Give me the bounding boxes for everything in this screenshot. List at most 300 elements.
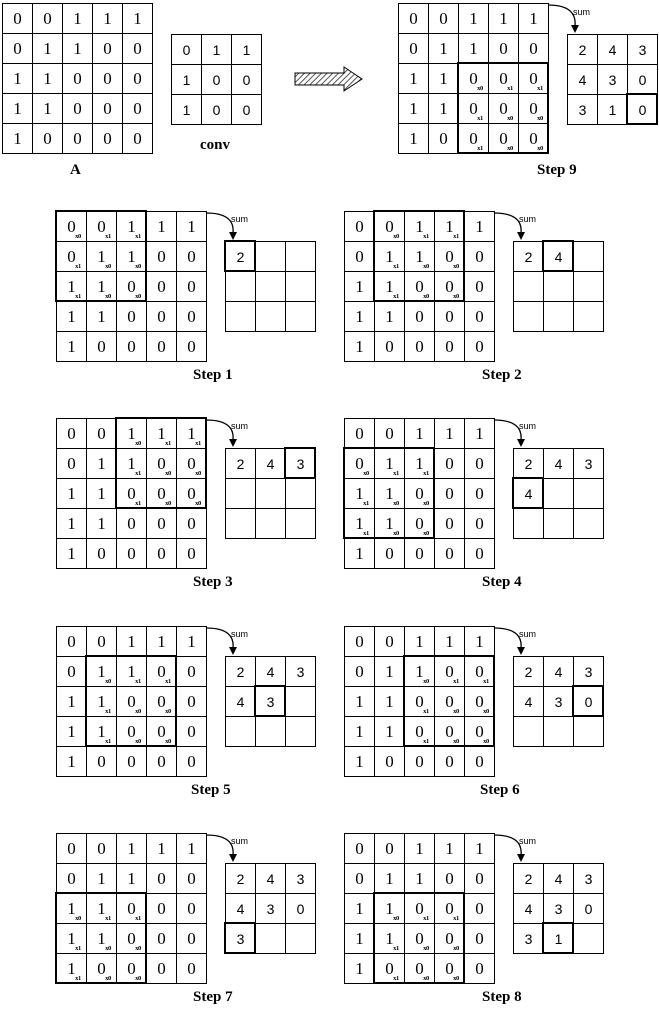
matrix-cell bbox=[465, 212, 495, 242]
cell-value: 0 bbox=[187, 277, 196, 296]
matrix-cell bbox=[435, 332, 465, 362]
kernel-weight-tag: x0 bbox=[453, 293, 459, 300]
matrix-cell bbox=[87, 894, 117, 924]
cell-value: 1 bbox=[127, 217, 136, 236]
kernel-cell bbox=[232, 95, 262, 125]
cell-value: 1 bbox=[385, 454, 394, 473]
cell-value: 1 bbox=[409, 69, 418, 88]
cell-value: 0 bbox=[103, 129, 112, 148]
cell-value: 1 bbox=[445, 424, 454, 443]
result-cell bbox=[286, 864, 316, 894]
matrix-cell bbox=[465, 687, 495, 717]
kernel-weight-tag: x1 bbox=[105, 233, 111, 240]
cell-value: 1 bbox=[415, 662, 424, 681]
cell-value: 0 bbox=[385, 424, 394, 443]
matrix-cell bbox=[87, 747, 117, 777]
matrix-cell bbox=[87, 242, 117, 272]
matrix-cell bbox=[177, 747, 207, 777]
cell-value: 1 bbox=[43, 69, 52, 88]
matrix-cell bbox=[63, 64, 93, 94]
cell-value: 0 bbox=[385, 544, 394, 563]
matrix-cell bbox=[375, 894, 405, 924]
cell-value: 1 bbox=[475, 424, 484, 443]
result-value: 2 bbox=[524, 663, 533, 680]
step-label: Step 6 bbox=[480, 782, 520, 798]
matrix-cell bbox=[375, 212, 405, 242]
step-label: Step 5 bbox=[191, 782, 231, 798]
kernel-weight-tag: x1 bbox=[393, 975, 399, 982]
cell-value: 0 bbox=[355, 247, 364, 266]
kernel-weight-tag: x1 bbox=[75, 945, 81, 952]
result-cell bbox=[574, 479, 604, 509]
matrix-cell bbox=[375, 657, 405, 687]
matrix-cell bbox=[405, 864, 435, 894]
matrix-cell bbox=[177, 834, 207, 864]
kernel-weight-tag: x0 bbox=[195, 470, 201, 477]
matrix-cell bbox=[117, 509, 147, 539]
matrix-cell bbox=[435, 627, 465, 657]
cell-value: 1 bbox=[355, 544, 364, 563]
kernel-weight-tag: x0 bbox=[423, 293, 429, 300]
matrix-cell bbox=[345, 687, 375, 717]
cell-value: 0 bbox=[127, 307, 136, 326]
result-value: 4 bbox=[236, 900, 245, 917]
cell-value: 0 bbox=[97, 752, 106, 771]
result-value: 4 bbox=[266, 455, 275, 472]
matrix-cell bbox=[435, 272, 465, 302]
cell-value: 0 bbox=[67, 454, 76, 473]
matrix-cell bbox=[405, 924, 435, 954]
cell-value: 0 bbox=[67, 247, 76, 266]
matrix-cell bbox=[375, 509, 405, 539]
matrix-cell bbox=[147, 539, 177, 569]
matrix-cell bbox=[117, 627, 147, 657]
matrix-cell bbox=[117, 747, 147, 777]
cell-value: 0 bbox=[475, 484, 484, 503]
cell-value: 1 bbox=[385, 722, 394, 741]
cell-value: 0 bbox=[475, 544, 484, 563]
matrix-cell bbox=[147, 332, 177, 362]
step-input-matrix bbox=[344, 211, 495, 362]
matrix-cell bbox=[177, 539, 207, 569]
result-cell bbox=[514, 924, 544, 954]
matrix-cell bbox=[123, 4, 153, 34]
matrix-cell bbox=[345, 242, 375, 272]
kernel-weight-tag: x0 bbox=[135, 440, 141, 447]
cell-value: 0 bbox=[67, 217, 76, 236]
matrix-cell bbox=[147, 627, 177, 657]
matrix-cell bbox=[57, 302, 87, 332]
matrix-cell bbox=[177, 449, 207, 479]
cell-value: 1 bbox=[469, 39, 478, 58]
cell-value: 0 bbox=[97, 217, 106, 236]
matrix-cell bbox=[57, 864, 87, 894]
cell-value: 1 bbox=[67, 277, 76, 296]
matrix-cell bbox=[57, 747, 87, 777]
result-cell bbox=[574, 272, 604, 302]
result-cell bbox=[226, 302, 256, 332]
result-cell bbox=[256, 509, 286, 539]
cell-value: 1 bbox=[355, 929, 364, 948]
result-cell bbox=[568, 35, 598, 65]
cell-value: 0 bbox=[475, 277, 484, 296]
kernel-weight-tag: x1 bbox=[393, 945, 399, 952]
cell-value: 0 bbox=[133, 39, 142, 58]
cell-value: 1 bbox=[415, 839, 424, 858]
cell-value: 1 bbox=[355, 337, 364, 356]
matrix-cell bbox=[147, 954, 177, 984]
result-matrix bbox=[513, 448, 604, 539]
kernel-weight-tag: x1 bbox=[423, 233, 429, 240]
cell-value: 0 bbox=[187, 307, 196, 326]
matrix-cell bbox=[33, 124, 63, 154]
cell-value: 0 bbox=[127, 514, 136, 533]
cell-value: 0 bbox=[445, 722, 454, 741]
matrix-cell bbox=[345, 419, 375, 449]
cell-value: 0 bbox=[157, 722, 166, 741]
cell-value: 0 bbox=[157, 247, 166, 266]
step-input-matrix bbox=[398, 3, 549, 154]
cell-value: 1 bbox=[355, 514, 364, 533]
matrix-cell bbox=[87, 272, 117, 302]
step-label: Step 4 bbox=[482, 574, 522, 590]
result-cell bbox=[568, 95, 598, 125]
cell-value: 0 bbox=[415, 929, 424, 948]
kernel-weight-tag: x0 bbox=[483, 738, 489, 745]
result-matrix bbox=[225, 863, 316, 954]
matrix-cell bbox=[117, 657, 147, 687]
cell-value: 0 bbox=[445, 454, 454, 473]
sum-arrow-icon bbox=[0, 0, 1, 1]
result-cell bbox=[226, 864, 256, 894]
result-cell bbox=[256, 924, 286, 954]
result-value: 4 bbox=[554, 455, 563, 472]
step-label: Step 1 bbox=[193, 367, 233, 383]
cell-value: 0 bbox=[187, 869, 196, 888]
matrix-cell bbox=[93, 124, 123, 154]
matrix-cell bbox=[405, 954, 435, 984]
cell-value: 1 bbox=[67, 929, 76, 948]
result-value: 4 bbox=[266, 663, 275, 680]
kernel-weight-tag: x0 bbox=[453, 738, 459, 745]
cell-value: 0 bbox=[67, 869, 76, 888]
matrix-cell bbox=[435, 302, 465, 332]
sum-label: sum bbox=[231, 836, 249, 846]
result-cell bbox=[256, 242, 286, 272]
matrix-cell bbox=[87, 332, 117, 362]
result-cell bbox=[256, 717, 286, 747]
result-value: 3 bbox=[236, 930, 245, 947]
matrix-cell bbox=[429, 124, 459, 154]
result-cell bbox=[286, 272, 316, 302]
cell-value: 1 bbox=[385, 662, 394, 681]
cell-value: 0 bbox=[445, 752, 454, 771]
result-matrix bbox=[567, 34, 658, 125]
result-cell bbox=[544, 894, 574, 924]
matrix-cell bbox=[405, 627, 435, 657]
result-cell bbox=[286, 509, 316, 539]
result-cell bbox=[286, 479, 316, 509]
step-label: Step 2 bbox=[482, 367, 522, 383]
matrix-cell bbox=[405, 894, 435, 924]
cell-value: 1 bbox=[127, 662, 136, 681]
matrix-cell bbox=[93, 64, 123, 94]
matrix-cell bbox=[87, 717, 117, 747]
cell-value: 1 bbox=[385, 514, 394, 533]
cell-value: 0 bbox=[127, 692, 136, 711]
matrix-cell bbox=[117, 272, 147, 302]
matrix-cell bbox=[465, 419, 495, 449]
kernel-weight-tag: x0 bbox=[453, 945, 459, 952]
cell-value: 0 bbox=[415, 692, 424, 711]
matrix-cell bbox=[147, 419, 177, 449]
matrix-cell bbox=[345, 302, 375, 332]
matrix-cell bbox=[57, 242, 87, 272]
matrix-cell bbox=[87, 419, 117, 449]
result-value: 2 bbox=[524, 870, 533, 887]
cell-value: 0 bbox=[43, 9, 52, 28]
cell-value: 1 bbox=[415, 247, 424, 266]
step-input-matrix bbox=[56, 211, 207, 362]
matrix-cell bbox=[177, 924, 207, 954]
cell-value: 0 bbox=[187, 899, 196, 918]
kernel-weight-tag: x0 bbox=[537, 145, 543, 152]
cell-value: 0 bbox=[499, 99, 508, 118]
matrix-cell bbox=[405, 419, 435, 449]
result-value: 0 bbox=[296, 900, 305, 917]
matrix-cell bbox=[405, 539, 435, 569]
result-cell bbox=[256, 687, 286, 717]
matrix-cell bbox=[147, 924, 177, 954]
cell-value: 0 bbox=[133, 129, 142, 148]
cell-value: 0 bbox=[445, 662, 454, 681]
cell-value: 0 bbox=[355, 662, 364, 681]
cell-value: 0 bbox=[13, 9, 22, 28]
matrix-cell bbox=[147, 242, 177, 272]
cell-value: 1 bbox=[409, 99, 418, 118]
matrix-cell bbox=[405, 747, 435, 777]
matrix-cell bbox=[465, 302, 495, 332]
cell-value: 0 bbox=[415, 337, 424, 356]
cell-value: 0 bbox=[529, 129, 538, 148]
result-cell bbox=[574, 924, 604, 954]
matrix-cell bbox=[345, 717, 375, 747]
result-cell bbox=[544, 479, 574, 509]
cell-value: 0 bbox=[187, 722, 196, 741]
matrix-cell bbox=[87, 954, 117, 984]
kernel-weight-tag: x1 bbox=[477, 145, 483, 152]
kernel-value: 1 bbox=[182, 71, 191, 88]
cell-value: 0 bbox=[475, 514, 484, 533]
kernel-weight-tag: x1 bbox=[165, 678, 171, 685]
kernel-weight-tag: x0 bbox=[483, 708, 489, 715]
cell-value: 0 bbox=[187, 247, 196, 266]
result-cell bbox=[286, 894, 316, 924]
cell-value: 0 bbox=[157, 544, 166, 563]
cell-value: 0 bbox=[475, 247, 484, 266]
matrix-cell bbox=[117, 539, 147, 569]
matrix-cell bbox=[123, 64, 153, 94]
cell-value: 0 bbox=[469, 69, 478, 88]
result-value: 3 bbox=[266, 900, 275, 917]
cell-value: 0 bbox=[97, 959, 106, 978]
kernel-weight-tag: x0 bbox=[423, 945, 429, 952]
kernel-weight-tag: x1 bbox=[75, 263, 81, 270]
cell-value: 1 bbox=[415, 632, 424, 651]
kernel-value: 1 bbox=[182, 101, 191, 118]
result-cell bbox=[286, 657, 316, 687]
kernel-weight-tag: x1 bbox=[393, 263, 399, 270]
kernel-weight-tag: x0 bbox=[393, 500, 399, 507]
kernel-weight-tag: x0 bbox=[135, 293, 141, 300]
matrix-cell bbox=[435, 242, 465, 272]
cell-value: 0 bbox=[355, 217, 364, 236]
result-value: 4 bbox=[608, 41, 617, 58]
cell-value: 0 bbox=[43, 129, 52, 148]
kernel-cell bbox=[202, 95, 232, 125]
matrix-cell bbox=[465, 834, 495, 864]
cell-value: 1 bbox=[385, 277, 394, 296]
matrix-cell bbox=[405, 687, 435, 717]
result-matrix bbox=[513, 863, 604, 954]
matrix-cell bbox=[147, 894, 177, 924]
kernel-weight-tag: x1 bbox=[453, 915, 459, 922]
cell-value: 1 bbox=[385, 929, 394, 948]
cell-value: 1 bbox=[529, 9, 538, 28]
result-cell bbox=[598, 65, 628, 95]
matrix-cell bbox=[117, 717, 147, 747]
matrix-cell bbox=[117, 687, 147, 717]
sum-label: sum bbox=[519, 421, 537, 431]
matrix-cell bbox=[117, 954, 147, 984]
cell-value: 0 bbox=[103, 99, 112, 118]
matrix-cell bbox=[405, 657, 435, 687]
cell-value: 0 bbox=[97, 839, 106, 858]
matrix-cell bbox=[435, 657, 465, 687]
kernel-weight-tag: x1 bbox=[75, 975, 81, 982]
cell-value: 0 bbox=[157, 929, 166, 948]
matrix-cell bbox=[465, 272, 495, 302]
result-value: 0 bbox=[584, 693, 593, 710]
cell-value: 1 bbox=[127, 869, 136, 888]
result-value: 4 bbox=[578, 71, 587, 88]
step-input-matrix bbox=[344, 833, 495, 984]
matrix-cell bbox=[435, 834, 465, 864]
matrix-cell bbox=[429, 4, 459, 34]
cell-value: 0 bbox=[475, 959, 484, 978]
cell-value: 1 bbox=[445, 217, 454, 236]
matrix-cell bbox=[375, 242, 405, 272]
cell-value: 1 bbox=[43, 39, 52, 58]
cell-value: 0 bbox=[445, 277, 454, 296]
matrix-cell bbox=[57, 212, 87, 242]
result-matrix bbox=[513, 656, 604, 747]
cell-value: 0 bbox=[133, 69, 142, 88]
cell-value: 0 bbox=[73, 99, 82, 118]
result-cell bbox=[574, 717, 604, 747]
kernel-weight-tag: x1 bbox=[363, 530, 369, 537]
matrix-cell bbox=[465, 924, 495, 954]
cell-value: 1 bbox=[67, 959, 76, 978]
kernel-weight-tag: x1 bbox=[423, 470, 429, 477]
matrix-cell bbox=[117, 864, 147, 894]
matrix-cell bbox=[87, 687, 117, 717]
matrix-cell bbox=[63, 124, 93, 154]
matrix-cell bbox=[345, 864, 375, 894]
matrix-cell bbox=[459, 34, 489, 64]
matrix-cell bbox=[375, 687, 405, 717]
matrix-cell bbox=[465, 657, 495, 687]
kernel-weight-tag: x1 bbox=[135, 500, 141, 507]
result-cell bbox=[574, 509, 604, 539]
kernel-weight-tag: x1 bbox=[165, 440, 171, 447]
kernel-value: 0 bbox=[212, 71, 221, 88]
matrix-cell bbox=[117, 834, 147, 864]
matrix-cell bbox=[345, 479, 375, 509]
matrix-cell bbox=[3, 34, 33, 64]
cell-value: 0 bbox=[157, 277, 166, 296]
matrix-cell bbox=[405, 332, 435, 362]
result-cell bbox=[544, 272, 574, 302]
result-value: 0 bbox=[638, 71, 647, 88]
result-matrix bbox=[225, 448, 316, 539]
cell-value: 0 bbox=[97, 544, 106, 563]
sum-label: sum bbox=[573, 7, 591, 17]
cell-value: 0 bbox=[67, 632, 76, 651]
kernel-weight-tag: x0 bbox=[423, 263, 429, 270]
cell-value: 1 bbox=[67, 899, 76, 918]
right-arrow-icon bbox=[294, 66, 364, 92]
step-input-matrix bbox=[344, 418, 495, 569]
matrix-cell bbox=[57, 627, 87, 657]
matrix-cell bbox=[3, 4, 33, 34]
cell-value: 0 bbox=[103, 69, 112, 88]
matrix-cell bbox=[177, 212, 207, 242]
result-value: 4 bbox=[524, 900, 533, 917]
matrix-cell bbox=[375, 272, 405, 302]
matrix-cell bbox=[57, 419, 87, 449]
cell-value: 0 bbox=[127, 484, 136, 503]
kernel-weight-tag: x1 bbox=[105, 915, 111, 922]
matrix-cell bbox=[465, 242, 495, 272]
cell-value: 0 bbox=[127, 752, 136, 771]
cell-value: 0 bbox=[127, 277, 136, 296]
result-cell bbox=[226, 242, 256, 272]
matrix-cell bbox=[33, 64, 63, 94]
cell-value: 0 bbox=[385, 959, 394, 978]
cell-value: 1 bbox=[73, 39, 82, 58]
kernel-weight-tag: x0 bbox=[453, 975, 459, 982]
matrix-cell bbox=[117, 242, 147, 272]
result-cell bbox=[514, 272, 544, 302]
matrix-cell bbox=[465, 479, 495, 509]
matrix-cell bbox=[117, 302, 147, 332]
matrix-cell bbox=[435, 479, 465, 509]
result-cell bbox=[514, 687, 544, 717]
input-matrix-a bbox=[2, 3, 153, 154]
cell-value: 1 bbox=[499, 9, 508, 28]
kernel-weight-tag: x0 bbox=[195, 500, 201, 507]
matrix-cell bbox=[429, 34, 459, 64]
cell-value: 0 bbox=[475, 337, 484, 356]
result-cell bbox=[256, 479, 286, 509]
result-value: 4 bbox=[554, 663, 563, 680]
matrix-cell bbox=[57, 449, 87, 479]
matrix-cell bbox=[465, 954, 495, 984]
matrix-cell bbox=[345, 539, 375, 569]
matrix-cell bbox=[465, 509, 495, 539]
cell-value: 1 bbox=[13, 69, 22, 88]
